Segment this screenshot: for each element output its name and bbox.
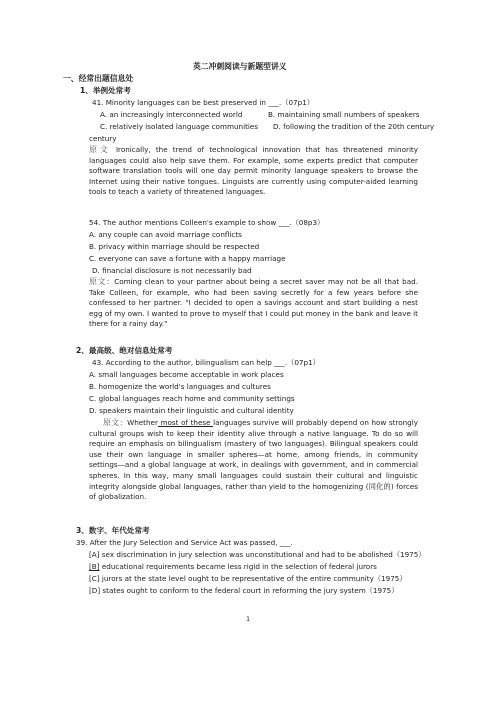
source-text-underlined: most of these bbox=[157, 418, 214, 427]
question-43-option-a: A. small languages become acceptable in work places bbox=[89, 370, 284, 379]
source-text-pre: ：Whether bbox=[119, 418, 158, 427]
question-41-stem: 41. Minority languages can be best preserved in ___.（07p1） bbox=[92, 98, 314, 107]
subsection-heading-1: 1、举例处常考 bbox=[80, 86, 131, 95]
option-b-text: educational requirements became less rigid in the selection of federal jurors bbox=[99, 562, 377, 571]
question-43-option-b: B. homogenize the world's languages and cultures bbox=[89, 382, 271, 391]
question-39-option-d: [D] states ought to conform to the federal court in reforming the jury system（1975） bbox=[89, 586, 399, 595]
source-label: 原文 bbox=[103, 418, 120, 427]
question-43-option-d: D. speakers maintain their linguistic and cultural identity bbox=[89, 406, 294, 415]
question-39-stem: 39. After the Jury Selection and Service Act was passed, ___. bbox=[76, 538, 293, 547]
source-label: 原文 bbox=[89, 277, 107, 286]
question-41-option-d: D. following the tradition of the 20th century bbox=[273, 122, 435, 131]
question-43-option-c: C. global languages reach home and community settings bbox=[89, 394, 295, 403]
question-41-option-c: C. relatively isolated language communities bbox=[100, 122, 259, 131]
subsection-heading-3: 3、数字、年代处常考 bbox=[76, 526, 150, 535]
question-54-option-a: A. any couple can avoid marriage conflicts bbox=[89, 230, 242, 239]
page-number: 1 bbox=[246, 615, 251, 623]
question-54-stem: 54. The author mentions Colleen's example to show ___.（08p3） bbox=[89, 218, 325, 227]
question-41-option-a: A. an increasingly interconnected world bbox=[100, 110, 243, 119]
subsection-heading-2: 2、最高级、绝对信息处常考 bbox=[76, 346, 173, 355]
question-39-option-b bbox=[89, 562, 377, 572]
question-39-option-a: [A] sex discrimination in jury selection was unconstitutional and had to be abolished（1975） bbox=[89, 550, 426, 559]
question-43-stem: 43. According to the author, bilingualism can help ___.（07p1） bbox=[92, 358, 320, 367]
question-39-option-c: [C] jurors at the state level ought to be representative of the entire community（1975） bbox=[89, 574, 407, 583]
question-54-option-b: B. privacy within marriage should be respected bbox=[89, 242, 260, 251]
question-41-option-d-wrap: century bbox=[89, 134, 117, 143]
source-label: 原文 bbox=[89, 145, 111, 154]
section-heading-1: 一、经常出题信息处 bbox=[63, 74, 134, 83]
question-43-source bbox=[89, 418, 418, 503]
source-text: Ironically, the trend of technological innovation that has threatened minority languages could also help save them. For example, some experts predict that computer software translation tools will one day permit minority language speakers to browse the Internet using their native tongues. Linguists are currently using computer-aided learning tools to teach a variety of threatened languages. bbox=[89, 145, 419, 197]
question-54-option-d: D. financial disclosure is not necessarily bad bbox=[92, 266, 252, 275]
question-41-source bbox=[89, 145, 418, 198]
question-41-option-b: B. maintaining small numbers of speakers bbox=[268, 110, 420, 119]
question-54-source bbox=[89, 277, 418, 330]
question-54-option-c: C. everyone can save a fortune with a happy marriage bbox=[89, 254, 286, 263]
source-text-post: languages survive will probably depend on how strongly cultural groups wish to keep their identity alive through a native language. To do so will require an emphasis on bilingualism (mastery of two languages). Bilingual speakers could use their own language in smaller spheres—at home, among friends, in community settings—and a global language at work, in dealings with government, and in commercial spheres. In this way, many small languages could sustain their cultural and linguistic integrity alongside global languages, rather than yield to the homogenizing (同化的) forces of globalization. bbox=[89, 418, 418, 502]
option-b-label: [B] bbox=[89, 562, 100, 571]
source-text: ：Coming clean to your partner about being a secret saver may not be all that bad. Take Colleen, for example, who had been saving secretly for a few years before she confessed to her partner. "I decided to open a savings account and start building a nest egg of my own. I wanted to prove to myself that I could put money in the bank and leave it there for a rainy day." bbox=[89, 277, 418, 329]
document-title: 英二冲刺阅读与新题型讲义 bbox=[193, 62, 287, 71]
